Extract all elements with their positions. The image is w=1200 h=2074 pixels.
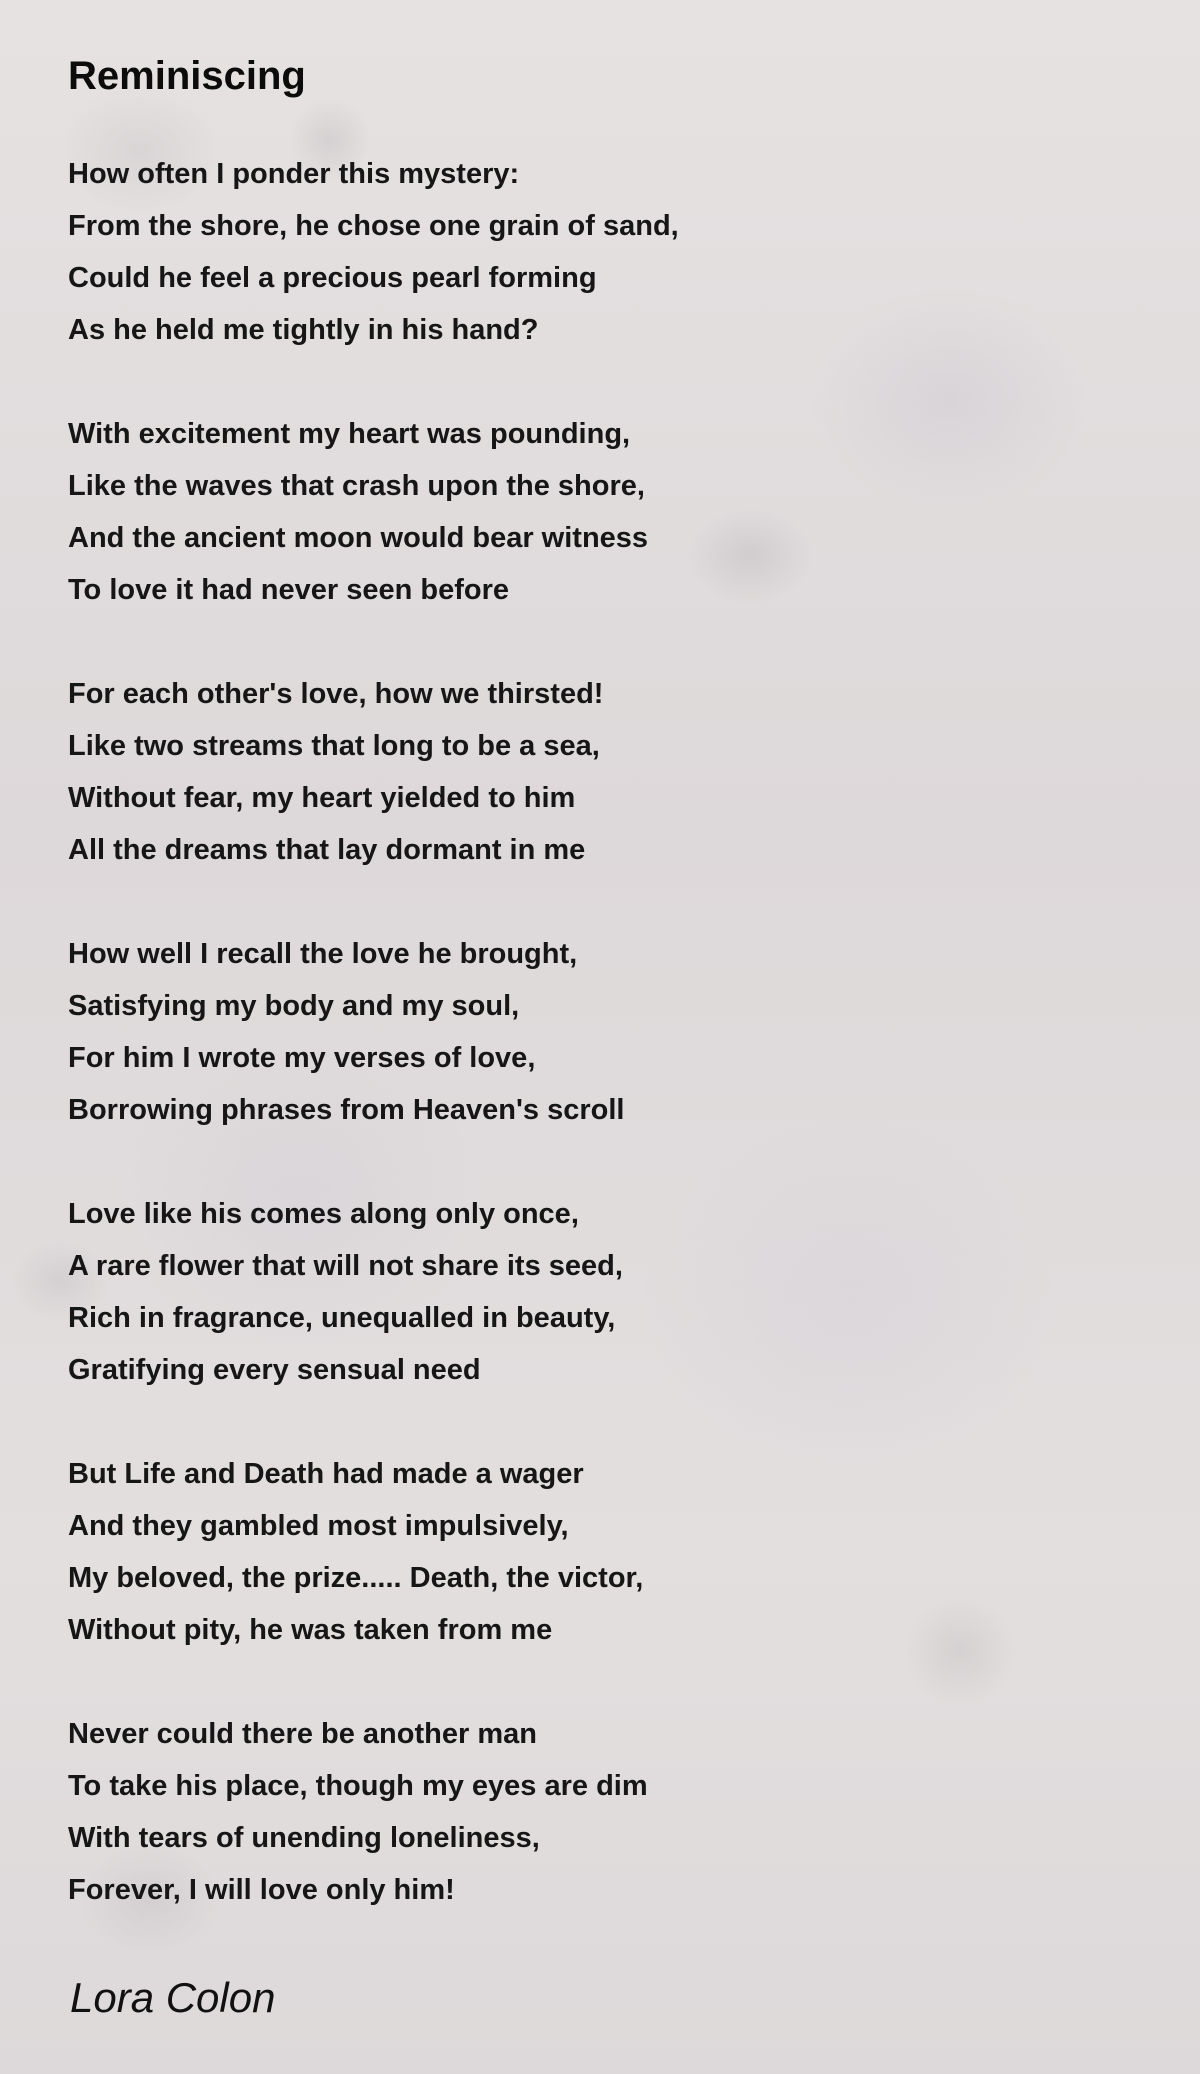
poem-line: A rare flower that will not share its seed, [68,1250,623,1282]
poem-line: My beloved, the prize..... Death, the victor, [68,1562,644,1594]
poem-line: Could he feel a precious pearl forming [68,262,597,294]
poem-line: Never could there be another man [68,1718,537,1750]
poem-body [68,148,1148,1968]
poem-line: To love it had never seen before [68,574,510,606]
stanza [68,928,1148,1136]
stanza [68,1188,1148,1396]
poem-line: Forever, I will love only him! [68,1874,455,1906]
poem-line: Rich in fragrance, unequalled in beauty, [68,1302,616,1334]
poem-line: For each other's love, how we thirsted! [68,678,604,710]
stanza [68,148,1148,356]
stanza [68,1448,1148,1656]
poem-line: With excitement my heart was pounding, [68,418,631,450]
poem-line: From the shore, he chose one grain of sand, [68,210,679,242]
poem-line: As he held me tightly in his hand? [68,314,539,346]
poem-line: How often I ponder this mystery: [68,158,520,190]
stanza [68,1708,1148,1916]
poem-line: With tears of unending loneliness, [68,1822,540,1854]
stanza [68,668,1148,876]
poem-line: And the ancient moon would bear witness [68,522,649,554]
poem-line: To take his place, though my eyes are dim [68,1770,648,1802]
poem-line: Without pity, he was taken from me [68,1614,553,1646]
poem-line: Without fear, my heart yielded to him [68,782,576,814]
poem-line: All the dreams that lay dormant in me [68,834,586,866]
poem-line: But Life and Death had made a wager [68,1458,584,1490]
stanza [68,408,1148,616]
poem-line: Satisfying my body and my soul, [68,990,520,1022]
poem-line: And they gambled most impulsively, [68,1510,569,1542]
poem-line: Love like his comes along only once, [68,1198,579,1230]
poem-title: Reminiscing [68,54,306,98]
poem-line: How well I recall the love he brought, [68,938,578,970]
poem-line: Like two streams that long to be a sea, [68,730,600,762]
poem-line: Gratifying every sensual need [68,1354,481,1386]
poem-line: Borrowing phrases from Heaven's scroll [68,1094,625,1126]
poem-line: Like the waves that crash upon the shore, [68,470,645,502]
poem-author: Lora Colon [70,1974,276,2021]
poem-line: For him I wrote my verses of love, [68,1042,536,1074]
